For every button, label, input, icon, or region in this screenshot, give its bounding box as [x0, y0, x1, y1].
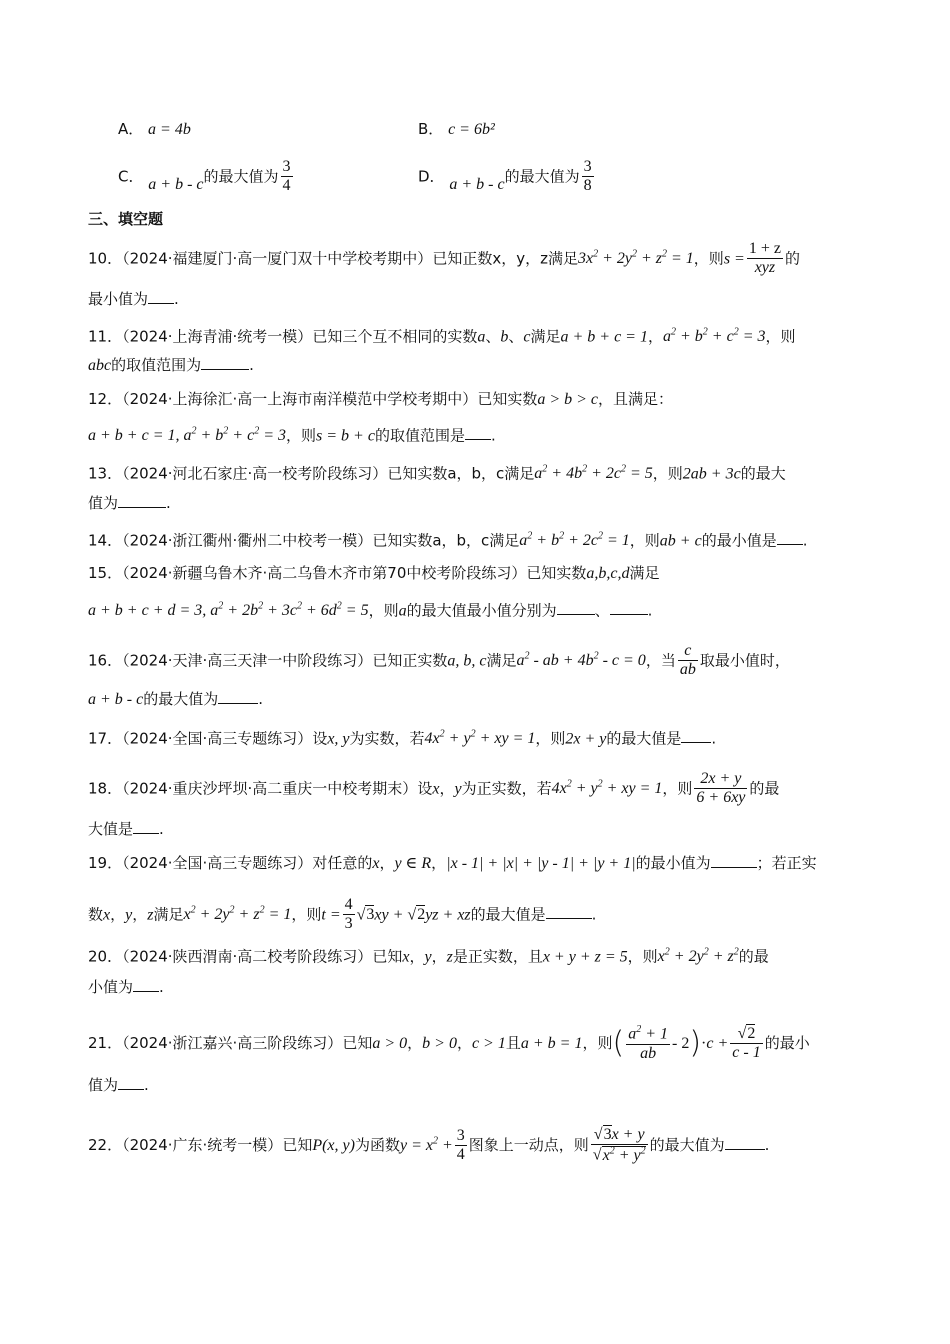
question-16: 16．（2024·天津·高三天津一中阶段练习）已知正实数a, b, c满足$a^2$ - ab + $4b^2 - c = 0$，当 $\frac{c}{ab}$ 取最小值时，: [88, 642, 790, 679]
answer-blank: [218, 702, 258, 704]
question-11-cont: abc的取值范围为 .: [88, 356, 254, 374]
question-10: 10．（2024·福建厦门·高一厦门双十中学校考期中）已知正数x，y，z满足$3x^2 + 2y^2 + z^2 = 1$，则s = $\frac{1 + z}{\text{xyz}}$ 的: [88, 240, 800, 277]
question-17: 17．（2024·全国·高三专题练习）设x, y为实数，若$4x^2 + y^2$ + xy = 1，则2x + y的最大值是 .: [88, 729, 717, 748]
answer-blank: [133, 832, 159, 834]
question-21-cont: 值为 .: [88, 1076, 149, 1094]
option-label: B．: [418, 120, 444, 138]
answer-blank: [118, 506, 166, 508]
answer-blank: [201, 368, 249, 370]
section-title: 三、填空题: [88, 210, 164, 228]
question-11: 11．（2024·上海青浦·统考一模）已知三个互不相同的实数a、b、c满足a + b + c = 1，$a^2 + b^2 + c^2 = 3$，则: [88, 327, 796, 346]
answer-blank: [725, 1148, 765, 1150]
option-expr: a + b - c: [449, 176, 505, 194]
option-b: [418, 118, 495, 139]
option-expr: c = 6b²: [448, 121, 495, 138]
option-d: D． a + b - c的最大值为 $\frac{3}{8}$: [418, 158, 592, 195]
question-13-cont: 值为 .: [88, 494, 171, 512]
question-14: 14．（2024·浙江衢州·衢州二中校考一模）已知实数a，b，c满足$a^2 + b^2 + 2c^2 = 1$，则ab + c的最小值是 .: [88, 531, 808, 550]
answer-blank: [133, 990, 159, 992]
question-20: 20．（2024·陕西渭南·高二校考阶段练习）已知x，y，z是正实数，且x + y + z = 5，则$x^2 + 2y^2 + z^2$的最: [88, 947, 769, 966]
question-18-cont: 大值是 .: [88, 820, 164, 838]
answer-blank: [118, 1088, 144, 1090]
question-19-cont: 数x，y，z满足$x^2 + 2y^2 + z^2 = 1$，则t = $\frac{4}{3}$ √3xy + √2yz + xz的最大值是 .: [88, 896, 597, 933]
option-label: C．: [118, 167, 144, 186]
question-20-cont: 小值为 .: [88, 978, 164, 996]
question-19: 19．（2024·全国·高三专题练习）对任意的x，y ∈ R，|x - 1| + |x| + |y - 1| + |y + 1|的最小值为 ；若正实: [88, 854, 817, 872]
question-16-cont: a + b - c的最大值为 .: [88, 690, 264, 708]
answer-blank: [465, 438, 491, 440]
option-expr: a + b - c: [148, 176, 204, 194]
option-expr: a = 4b: [148, 121, 191, 138]
answer-blank: [610, 613, 648, 615]
question-12-cont: a + b + c = 1, $a^2 + b^2 + c^2 = 3$，则s = b + c的取值范围是 .: [88, 426, 496, 445]
answer-blank: [148, 302, 174, 304]
question-10-cont: 最小值为 .: [88, 290, 179, 308]
answer-blank: [681, 741, 711, 743]
fraction: $\frac{3}{4}$: [282, 158, 291, 195]
answer-blank: [546, 917, 592, 919]
answer-blank: [711, 866, 757, 868]
question-22: 22．（2024·广东·统考一模）已知P(x, y)为函数$y = x^2$ + $\frac{3}{4}$ 图象上一动点，则 $\frac{√3x + y}{√x^2 + y^2}$ 的最大值为 .: [88, 1126, 770, 1164]
option-c: C． a + b - c的最大值为 $\frac{3}{4}$: [118, 158, 291, 195]
answer-blank: [777, 543, 803, 545]
question-15: 15．（2024·新疆乌鲁木齐·高二乌鲁木齐市第70中校考阶段练习）已知实数a,b,c,d满足: [88, 564, 660, 582]
question-13: 13．（2024·河北石家庄·高一校考阶段练习）已知实数a，b，c满足$a^2 + 4b^2 + 2c^2 = 5$，则2ab + 3c的最大: [88, 464, 786, 483]
option-label: D．: [418, 167, 445, 186]
question-15-cont: a + b + c + d = 3, $a^2 + 2b^2 + 3c^2 + 6d^2 = 5$，则a的最大值最小值分别为 、 .: [88, 601, 653, 620]
option-a: [118, 118, 191, 139]
question-18: 18．（2024·重庆沙坪坝·高二重庆一中校考期末）设x，y为正实数，若$4x^2 + y^2$ + xy = 1，则 $\frac{2x + y}{6 + 6xy}$ 的最: [88, 770, 780, 807]
answer-blank: [557, 613, 595, 615]
fraction: $\frac{3}{8}$: [583, 158, 592, 195]
option-label: A．: [118, 120, 144, 138]
question-21: 21．（2024·浙江嘉兴·高三阶段练习）已知a > 0，b > 0，c > 1且a + b = 1，则( $\frac{a^2 + 1}{ab}$ - 2)·c + $\frac{√2}{c - 1}$ 的最小: [88, 1024, 810, 1062]
question-12: 12．（2024·上海徐汇·高一上海市南洋模范中学校考期中）已知实数a > b > c，且满足：: [88, 390, 674, 408]
